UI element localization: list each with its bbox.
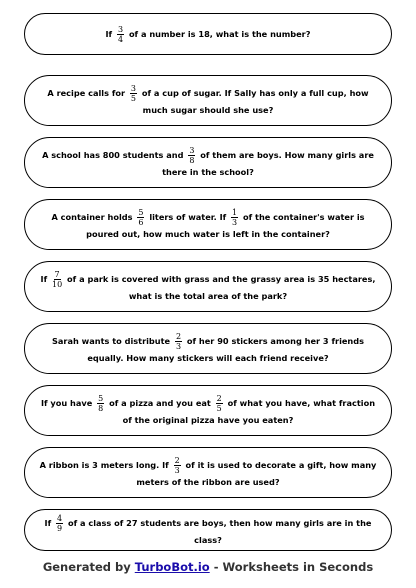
footer-suffix: - Worksheets in Seconds [213, 560, 374, 574]
fraction: $\frac{5}{6}$ [138, 208, 144, 227]
footer [0, 560, 416, 574]
question-card-7 [24, 385, 392, 436]
question-text: If $\frac{4}{9}$ of a class of 27 students are boys, then how many girls are in the class? [44, 513, 372, 545]
question-text: If you have $\frac{5}{8}$ of a pizza and you eat $\frac{2}{5}$ of what you have, what fraction of the original pizza have you eaten? [40, 394, 376, 425]
turbobot-link[interactable]: TurboBot.io [134, 560, 210, 574]
question-text: If $\frac{3}{4}$ of a number is 18, what is the number? [105, 24, 311, 44]
question-text: Sarah wants to distribute $\frac{2}{3}$ of her 90 stickers among her 3 friends equally. How many stickers will each friend receive? [52, 332, 364, 363]
fraction: $\frac{2}{3}$ [174, 456, 180, 475]
question-text: A container holds $\frac{5}{6}$ liters of water. If $\frac{1}{3}$ of the container's water is poured out, how much water is left in the container? [51, 208, 365, 239]
question-text: A school has 800 students and $\frac{3}{8}$ of them are boys. How many girls are there in the school? [42, 146, 374, 177]
fraction: $\frac{5}{8}$ [98, 394, 104, 413]
fraction: $\frac{3}{8}$ [189, 146, 195, 165]
fraction: $\frac{3}{5}$ [130, 84, 137, 103]
fraction: $\frac{7}{10}$ [52, 270, 63, 289]
question-text: If $\frac{7}{10}$ of a park is covered with grass and the grassy area is 35 hectares, what is the total area of the park? [40, 270, 376, 301]
question-text: A ribbon is 3 meters long. If $\frac{2}{3}$ of it is used to decorate a gift, how many meters of the ribbon are used? [39, 456, 377, 487]
question-card-4 [24, 199, 392, 250]
question-text: A recipe calls for $\frac{3}{5}$ of a cup of sugar. If Sally has only a full cup, how much sugar should she use? [47, 84, 369, 115]
fraction: $\frac{1}{3}$ [232, 208, 238, 227]
fraction: $\frac{2}{5}$ [216, 394, 222, 413]
question-card-1 [24, 13, 392, 55]
question-card-3 [24, 137, 392, 188]
question-list [24, 13, 392, 571]
question-card-6 [24, 323, 392, 374]
question-card-8 [24, 447, 392, 498]
question-card-5 [24, 261, 392, 312]
fraction: $\frac{4}{9}$ [57, 513, 63, 533]
question-card-9 [24, 509, 392, 551]
footer-prefix: Generated by [42, 560, 131, 574]
fraction: $\frac{2}{3}$ [175, 332, 182, 351]
fraction: $\frac{3}{4}$ [117, 24, 124, 44]
question-card-2 [24, 75, 392, 126]
